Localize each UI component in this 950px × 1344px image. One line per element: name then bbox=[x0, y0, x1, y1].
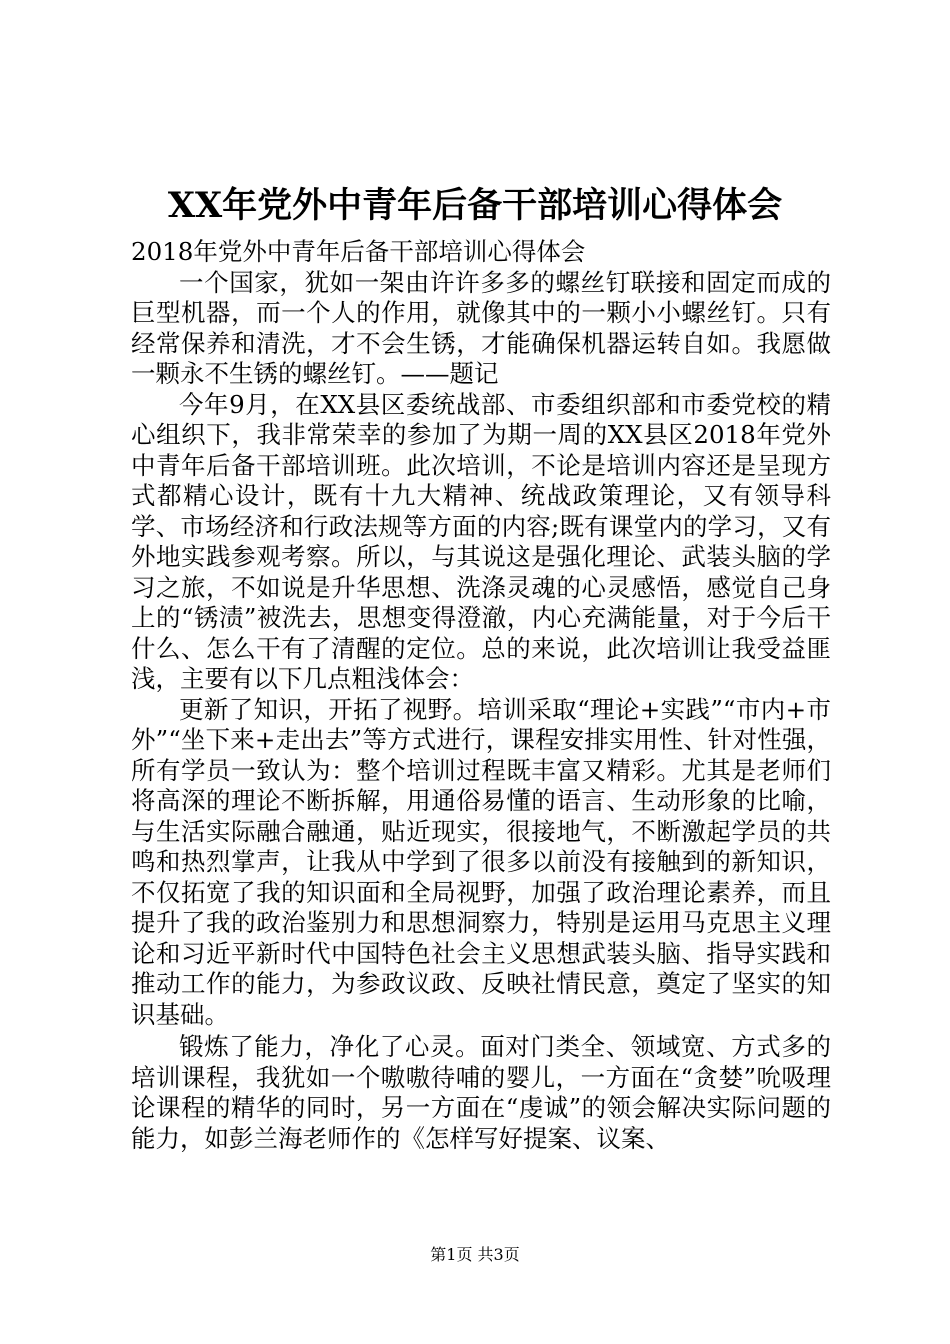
document-body bbox=[131, 237, 831, 1154]
paragraph-ability: 锻炼了能力，净化了心灵。面对门类全、领域宽、方式多的培训课程，我犹如一个嗷嗷待哺的婴儿，一方面在“贪婪”吮吸理论课程的精华的同时，另一方面在“虔诚”的领会解决实际问题的能力，如彭兰海老师作的《怎样写好提案、议案、 bbox=[131, 1032, 831, 1153]
document-subtitle: 2018年党外中青年后备干部培训心得体会 bbox=[131, 237, 586, 266]
paragraph-knowledge: 更新了知识，开拓了视野。培训采取“理论+实践”“市内+市外”“坐下来+走出去”等方式进行，课程安排实用性、针对性强，所有学员一致认为：整个培训过程既丰富又精彩。尤其是老师们将高深的理论不断拆解，用通俗易懂的语言、生动形象的比喻，与生活实际融合融通，贴近现实，很接地气，不断激起学员的共鸣和热烈掌声，让我从中学到了很多以前没有接触到的新知识，不仅拓宽了我的知识面和全局视野，加强了政治理论素养，而且提升了我的政治鉴别力和思想洞察力，特别是运用马克思主义理论和习近平新时代中国特色社会主义思想武装头脑、指导实践和推动工作的能力，为参政议政、反映社情民意，奠定了坚实的知识基础。 bbox=[131, 694, 831, 1029]
paragraph-epigraph: 一个国家，犹如一架由许许多多的螺丝钉联接和固定而成的巨型机器，而一个人的作用，就像其中的一颗小小螺丝钉。只有经常保养和清洗，才不会生锈，才能确保机器运转自如。我愿做一颗永不生锈的螺丝钉。——题记 bbox=[131, 267, 831, 388]
paragraph-intro: 今年9月，在XX县区委统战部、市委组织部和市委党校的精心组织下，我非常荣幸的参加了为期一周的XX县区2018年党外中青年后备干部培训班。此次培训，不论是培训内容还是呈现方式都精心设计，既有十九大精神、统战政策理论，又有领导科学、市场经济和行政法规等方面的内容;既有课堂内的学习，又有外地实践参观考察。所以，与其说这是强化理论、武装头脑的学习之旅，不如说是升华思想、洗涤灵魂的心灵感悟，感觉自己身上的“锈渍”被洗去，思想变得澄澈，内心充满能量，对于今后干什么、怎么干有了清醒的定位。总的来说，此次培训让我受益匪浅，主要有以下几点粗浅体会： bbox=[131, 389, 831, 693]
page-indicator: 第1页 共3页 bbox=[430, 1245, 520, 1264]
document-title: XX年党外中青年后备干部培训心得体会 bbox=[167, 185, 783, 226]
